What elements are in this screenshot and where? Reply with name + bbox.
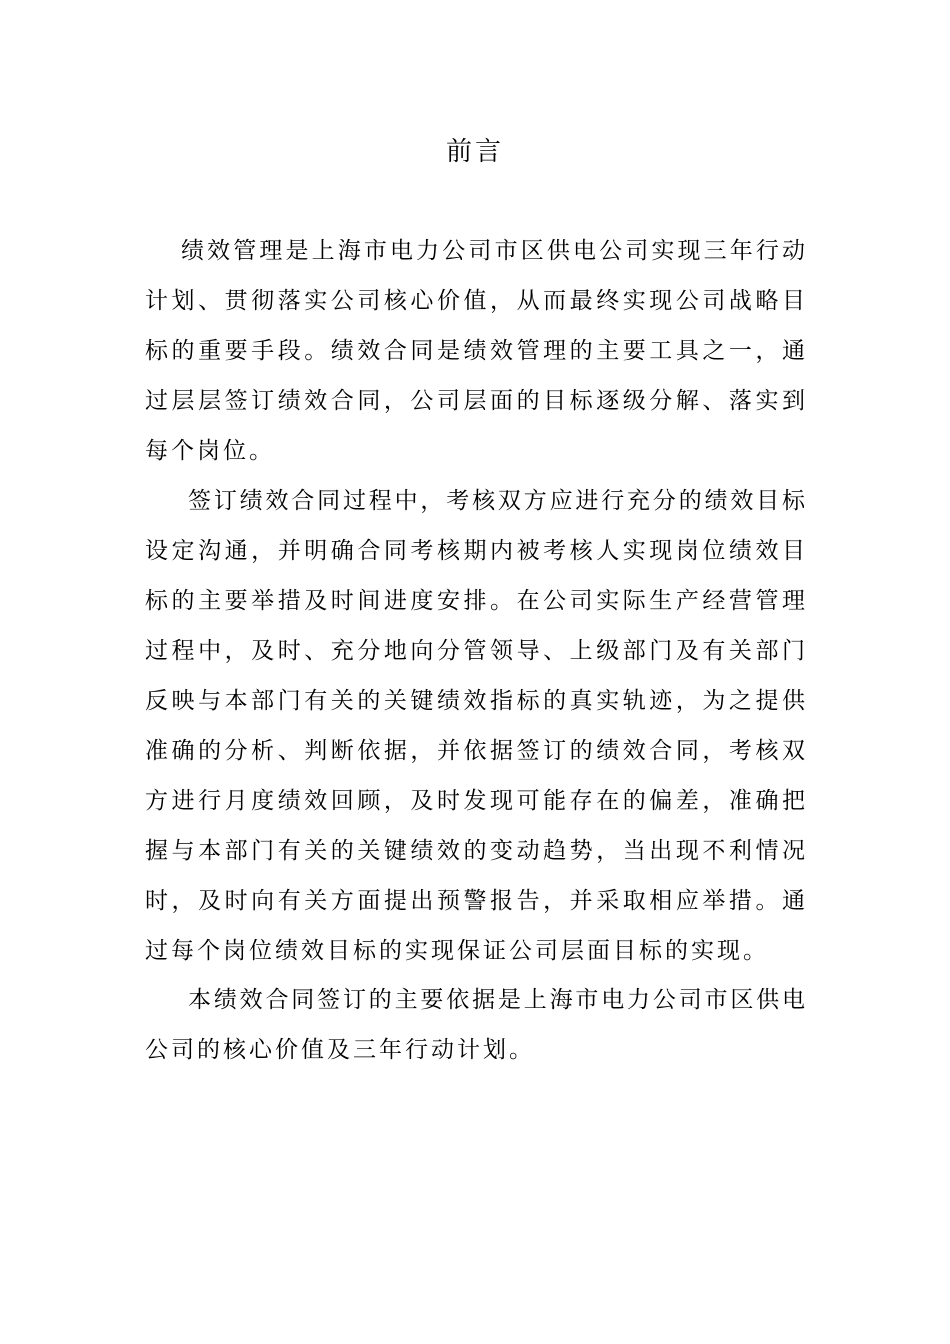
paragraph-line: 签订绩效合同过程中，考核双方应进行充分的绩效目标	[188, 488, 805, 514]
paragraph-line: 时，及时向有关方面提出预警报告，并采取相应举措。通	[145, 888, 805, 914]
paragraph-line: 过每个岗位绩效目标的实现保证公司层面目标的实现。	[145, 938, 769, 964]
paragraph-line: 计划、贯彻落实公司核心价值，从而最终实现公司战略目	[145, 288, 805, 314]
paragraph-line: 每个岗位。	[145, 438, 275, 464]
paragraph-line: 反映与本部门有关的关键绩效指标的真实轨迹，为之提供	[145, 688, 805, 714]
paragraph-line: 过程中，及时、充分地向分管领导、上级部门及有关部门	[145, 638, 805, 664]
paragraph-line: 握与本部门有关的关键绩效的变动趋势，当出现不利情况	[145, 838, 805, 864]
paragraph-line: 过层层签订绩效合同，公司层面的目标逐级分解、落实到	[145, 388, 805, 414]
paragraph-line: 公司的核心价值及三年行动计划。	[145, 1037, 535, 1063]
paragraph-line: 标的主要举措及时间进度安排。在公司实际生产经营管理	[145, 588, 805, 614]
paragraph-line: 准确的分析、判断依据，并依据签订的绩效合同，考核双	[145, 738, 805, 764]
paragraph-line: 绩效管理是上海市电力公司市区供电公司实现三年行动	[181, 238, 805, 264]
paragraph-line: 设定沟通，并明确合同考核期内被考核人实现岗位绩效目	[145, 538, 805, 564]
paragraph-line: 方进行月度绩效回顾，及时发现可能存在的偏差，准确把	[145, 788, 805, 814]
paragraph-line: 本绩效合同签订的主要依据是上海市电力公司市区供电	[188, 987, 805, 1013]
page-title: 前言	[445, 137, 504, 167]
paragraph-line: 标的重要手段。绩效合同是绩效管理的主要工具之一，通	[145, 338, 805, 364]
